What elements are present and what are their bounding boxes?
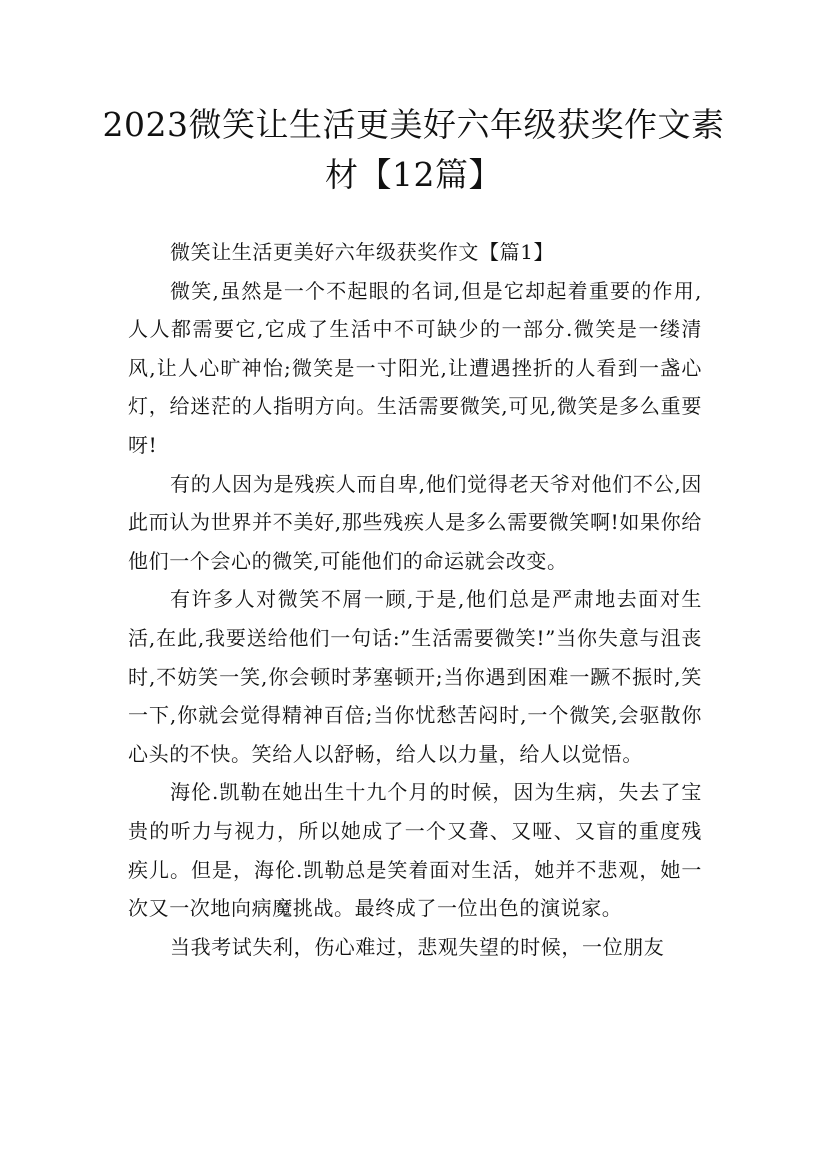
document-body <box>128 233 702 966</box>
paragraph: 海伦.凯勒在她出生十九个月的时候，因为生病，失去了宝贵的听力与视力，所以她成了一个又聋、又哑、又盲的重度残疾儿。但是，海伦.凯勒总是笑着面对生活，她并不悲观，她一次又一次地向病魔挑战。最终成了一位出色的演说家。 <box>128 780 702 921</box>
paragraph: 有的人因为是残疾人而自卑,他们觉得老天爷对他们不公,因此而认为世界并不美好,那些残疾人是多么需要微笑啊!如果你给他们一个会心的微笑,可能他们的命运就会改变。 <box>128 471 702 573</box>
paragraph: 微笑,虽然是一个不起眼的名词,但是它却起着重要的作用,人人都需要它,它成了生活中不可缺少的一部分.微笑是一缕清风,让人心旷神怡;微笑是一寸阳光,让遭遇挫折的人看到一盏心灯，给迷茫的人指明方向。生活需要微笑,可见,微笑是多么重要呀! <box>128 278 702 457</box>
section-heading: 微笑让生活更美好六年级获奖作文【篇1】 <box>170 240 555 264</box>
paragraph: 当我考试失利，伤心难过，悲观失望的时候，一位朋友 <box>170 934 665 959</box>
document-title: 2023微笑让生活更美好六年级获奖作文素材【12篇】 <box>102 105 725 194</box>
paragraph: 有许多人对微笑不屑一顾,于是,他们总是严肃地去面对生活,在此,我要送给他们一句话:”生活需要微笑!”当你失意与沮丧时,不妨笑一笑,你会顿时茅塞顿开;当你遇到困难一蹶不振时,笑一下,你就会觉得精神百倍;当你忧愁苦闷时,一个微笑,会驱散你心头的不快。笑给人以舒畅，给人以力量，给人以觉悟。 <box>128 587 702 766</box>
